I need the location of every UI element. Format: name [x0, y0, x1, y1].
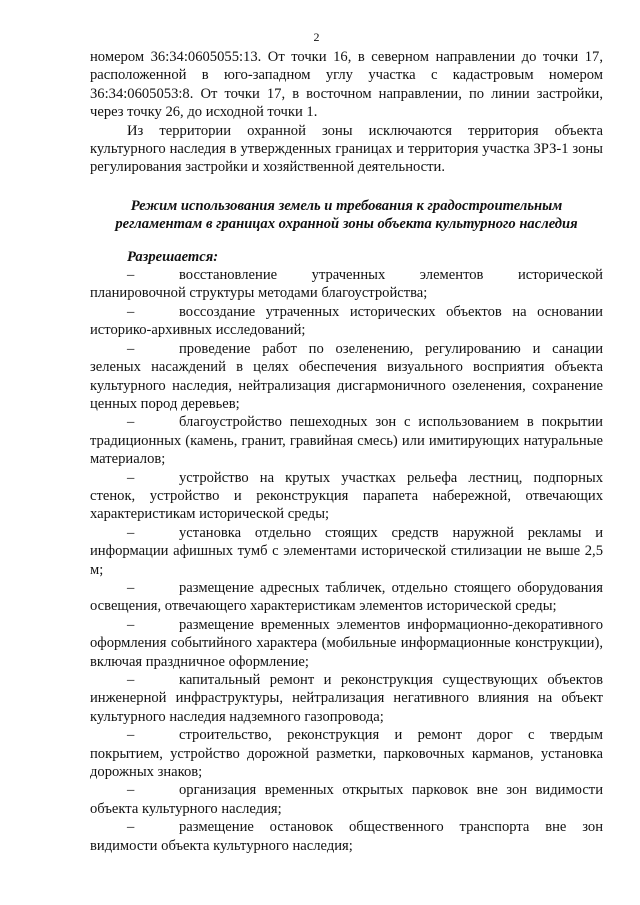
page-number: 2: [313, 30, 320, 44]
list-item-text: размещение временных элементов информационно-декоративного оформления событийного характера (мобильные информационные конструкции), включая праздничное оформление;: [90, 616, 603, 670]
list-item: [90, 266, 603, 303]
list-item: [90, 413, 603, 468]
allowed-list: [90, 266, 603, 855]
list-item: [90, 726, 603, 781]
intro-paragraph-2: Из территории охранной зоны исключаются территория объекта культурного наследия в утвержденных границах и территория участка ЗРЗ-1 зоны регулирования застройки и хозяйственной деятельности.: [90, 122, 603, 176]
dash-marker: –: [127, 727, 135, 744]
list-item: [90, 781, 603, 818]
list-item-text: устройство на крутых участках рельефа лестниц, подпорных стенок, устройство и реконструкция парапета набережной, отвечающих характеристикам исторической среды;: [90, 469, 603, 523]
dash-marker: –: [127, 616, 135, 633]
dash-marker: –: [127, 267, 135, 284]
list-item-text: размещение адресных табличек, отдельно стоящего оборудования освещения, отвечающего характеристикам элементов исторической среды;: [90, 579, 603, 615]
list-item-text: капитальный ремонт и реконструкция существующих объектов инженерной инфраструктуры, нейтрализация негативного влияния на объект культурного наследия надземного газопровода;: [90, 672, 603, 725]
list-item: [90, 469, 603, 524]
list-item-text: строительство, реконструкция и ремонт дорог с твердым покрытием, устройство дорожной разметки, парковочных карманов, установка дорожных знаков;: [90, 727, 603, 781]
list-item-text: благоустройство пешеходных зон с использованием в покрытии традиционных (камень, гранит, гравийная смесь) или имитирующих натуральные материалов;: [90, 414, 603, 468]
allowed-heading: Разрешается:: [127, 248, 219, 265]
list-item-text: восстановление утраченных элементов исторической планировочной структуры методами благоустройства;: [90, 267, 603, 302]
dash-marker: –: [127, 414, 135, 431]
list-item-text: проведение работ по озеленению, регулированию и санации зеленых насаждений в целях обеспечения визуального восприятия объекта культурного наследия, нейтрализация дисгармоничного озеленения, сохранение ценных пород деревьев;: [90, 340, 603, 412]
dash-marker: –: [127, 469, 135, 486]
dash-marker: –: [127, 819, 135, 836]
list-item-text: установка отдельно стоящих средств наружной рекламы и информации афишных тумб с элементами исторической стилизации не выше 2,5 м;: [90, 524, 603, 578]
dash-marker: –: [127, 782, 135, 799]
dash-marker: –: [127, 524, 135, 541]
dash-marker: –: [127, 672, 135, 688]
dash-marker: –: [127, 340, 135, 357]
list-item: [90, 524, 603, 579]
list-item-text: воссоздание утраченных исторических объектов на основании историко-архивных исследований;: [90, 303, 603, 339]
list-item: [90, 579, 603, 616]
list-item-text: организация временных открытых парковок вне зон видимости объекта культурного наследия;: [90, 782, 603, 817]
list-item: [90, 671, 603, 726]
dash-marker: –: [127, 579, 135, 596]
list-item: [90, 818, 603, 855]
list-item: [90, 340, 603, 414]
intro-paragraph-1: номером 36:34:0605055:13. От точки 16, в северном направлении до точки 17, расположенной в юго-западном углу участка с кадастровым номером 36:34:0605053:8. От точки 17, в восточном направлении, по линии застройки, через точку 26, до исходной точки 1.: [90, 49, 603, 121]
list-item-text: размещение остановок общественного транспорта вне зон видимости объекта культурного наследия;: [90, 819, 603, 854]
dash-marker: –: [127, 303, 135, 320]
list-item: [90, 303, 603, 340]
section-heading: Режим использования земель и требования к градостроительным регламентам в границах охранной зоны объекта культурного наследия: [115, 197, 578, 233]
list-item: [90, 616, 603, 671]
